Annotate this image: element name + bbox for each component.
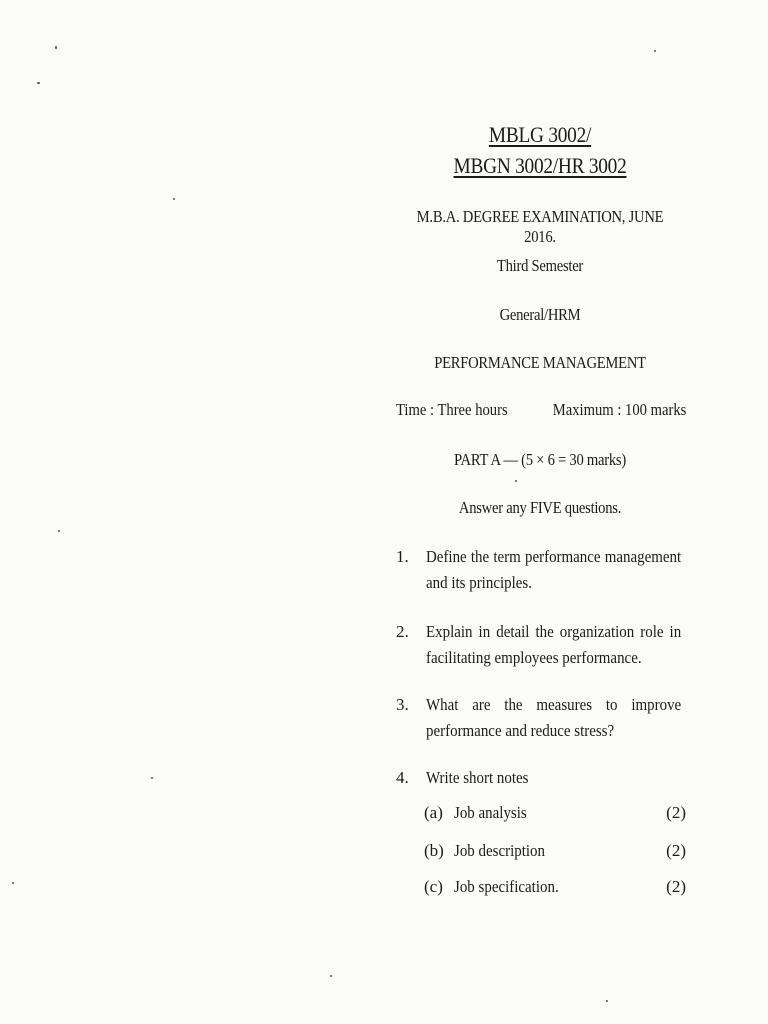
scan-speck [173,198,175,200]
subpart-label: Job specification. [454,877,559,896]
semester: Third Semester [496,256,584,275]
subpart-letter: (b) [424,841,444,860]
part-a-instruction: Answer any FIVE questions. [458,498,622,517]
exam-title: M.B.A. DEGREE EXAMINATION, JUNE 2016. [416,207,664,246]
subpart-letter: (c) [424,877,443,896]
time-marks-row [396,400,686,424]
subpart-label: Job analysis [454,803,527,822]
scan-speck [151,777,153,779]
course-code-line1: MBLG 3002/ [488,122,592,147]
stream: General/HRM [499,305,581,324]
part-a-heading: PART A — (5 × 6 = 30 marks) [454,450,626,469]
scan-speck [654,50,656,52]
question-number: 4. [396,768,409,787]
subpart-item [424,841,686,867]
subpart-marks: (2) [666,841,686,860]
question-number: 2. [396,622,409,641]
subpart-item [424,877,686,903]
scan-speck [606,1000,608,1002]
subject-title: PERFORMANCE MANAGEMENT [434,353,646,372]
scan-speck [58,530,60,532]
subpart-label: Job description [454,841,545,860]
scan-speck [330,975,332,977]
scan-speck [55,46,57,49]
question-text: What are the measures to improve performance and reduce stress? [426,695,682,740]
time-allowed: Time : Three hours [396,400,508,419]
subpart-marks: (2) [666,877,686,896]
question-item [396,619,686,671]
subpart-marks: (2) [666,803,686,822]
question-text: Explain in detail the organization role in facilitating employees performance. [426,622,682,667]
scan-speck [515,480,517,482]
subpart-item [424,803,686,829]
scan-speck [12,882,14,884]
maximum-marks: Maximum : 100 marks [552,400,686,419]
question-item [396,692,686,744]
question-text: Write short notes [426,768,529,787]
question-item [396,544,686,596]
scan-speck [37,82,40,84]
course-code-line2: MBGN 3002/HR 3002 [453,153,627,178]
question-text: Define the term performance management and its principles. [426,547,682,592]
question-item [396,765,686,791]
subpart-letter: (a) [424,803,443,822]
question-number: 1. [396,547,409,566]
question-number: 3. [396,695,409,714]
